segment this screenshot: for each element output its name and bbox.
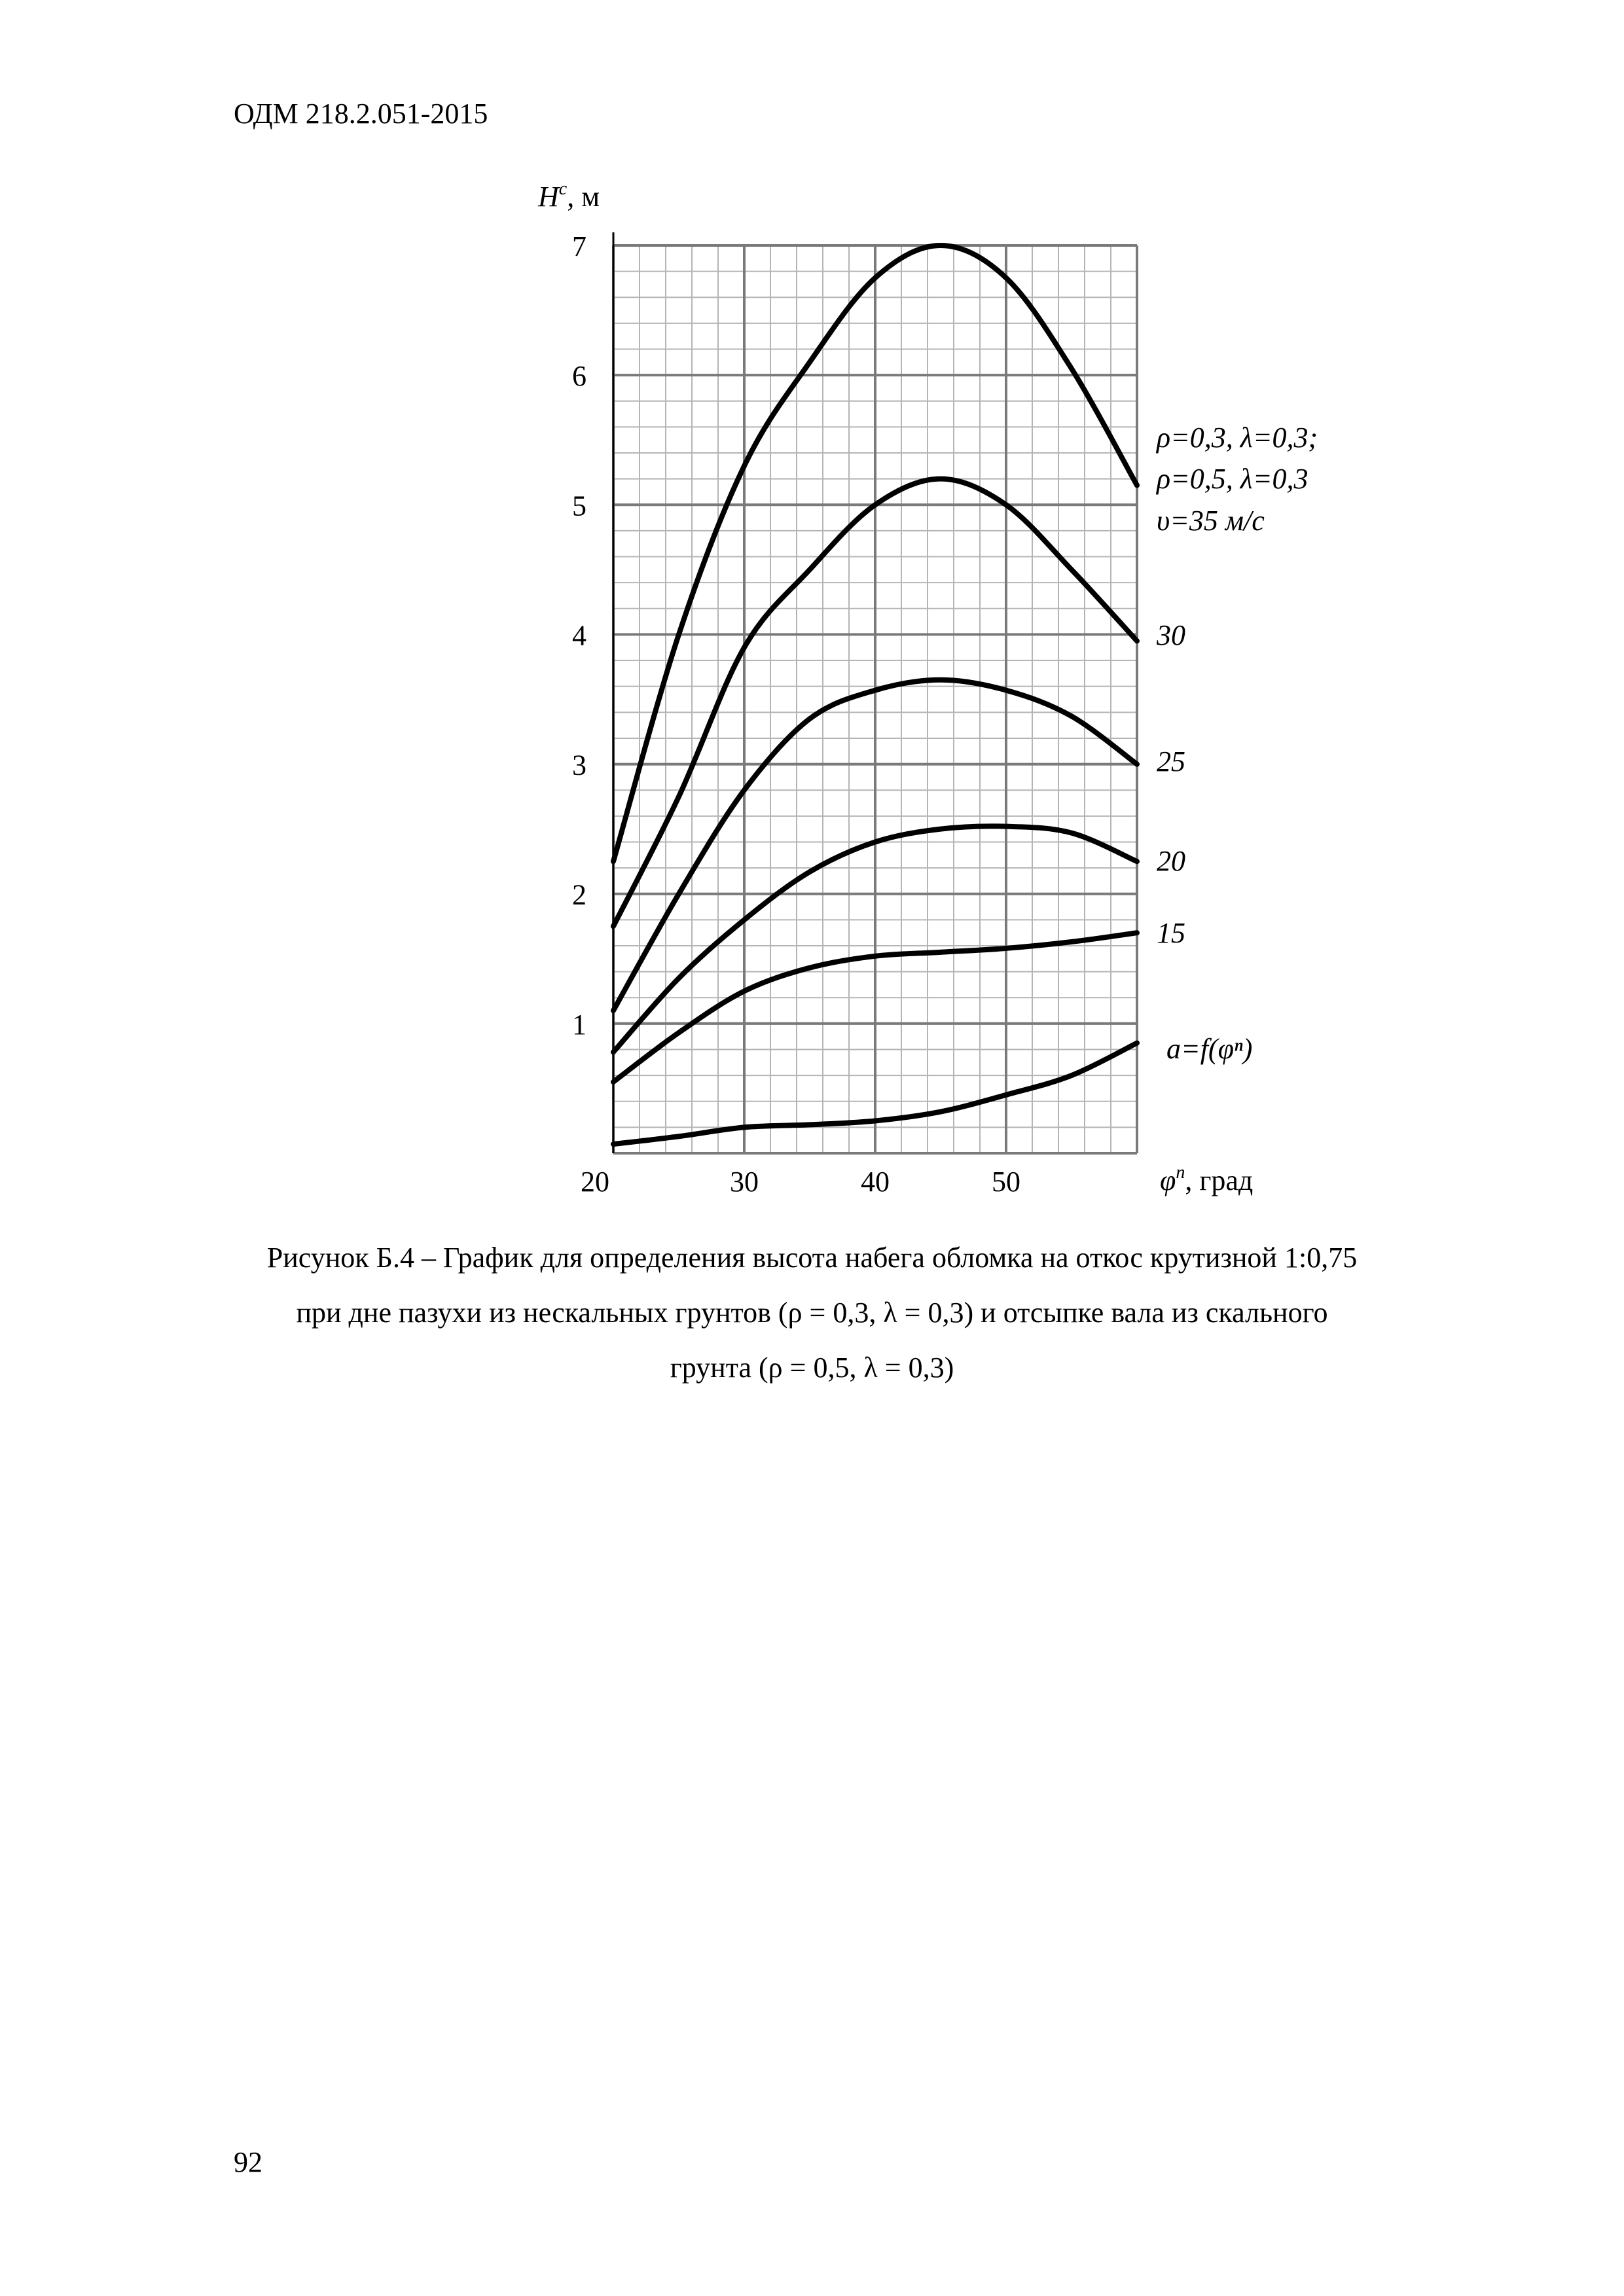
- caption-line-3: грунта (ρ = 0,5, λ = 0,3): [670, 1352, 954, 1384]
- y-tick-label: 7: [572, 230, 586, 262]
- y-tick-label: 6: [572, 360, 586, 393]
- series-label-20: 20: [1157, 845, 1185, 877]
- series-label-30: 30: [1157, 619, 1185, 651]
- series-note-3: υ=35 м/с: [1157, 505, 1265, 537]
- y-tick-label: 5: [572, 490, 586, 522]
- y-tick-label: 1: [572, 1008, 586, 1041]
- series-note-1: ρ=0,3, λ=0,3;: [1157, 422, 1318, 454]
- series-note-2: ρ=0,5, λ=0,3: [1157, 463, 1308, 495]
- caption-line-2: при дне пазухи из нескальных грунтов (ρ = 0,3, λ = 0,3) и отсыпке вала из скального: [296, 1297, 1328, 1329]
- y-axis-label: $H^c$, м: [538, 179, 600, 213]
- page-number: 92: [234, 2146, 262, 2178]
- y-tick-label: 4: [572, 619, 586, 652]
- x-tick-label: 40: [861, 1166, 890, 1198]
- x-tick-label: 30: [730, 1166, 759, 1198]
- x-tick-label: 50: [992, 1166, 1020, 1198]
- x-axis-label: $\varphi^n$, град: [1160, 1162, 1254, 1196]
- series-label-a-function: a=f(φⁿ): [1166, 1033, 1253, 1065]
- series-label-25: 25: [1157, 745, 1185, 778]
- caption-line-1: Рисунок Б.4 – График для определения высота набега обломка на откос крутизной 1:0,75: [266, 1242, 1358, 1274]
- figure-caption: [196, 1230, 1428, 1395]
- document-header: ОДМ 218.2.051-2015: [234, 98, 488, 130]
- series-label-15: 15: [1157, 917, 1185, 949]
- y-tick-label: 3: [572, 749, 586, 781]
- y-tick-label: 2: [572, 878, 586, 911]
- x-tick-label: 20: [581, 1166, 609, 1198]
